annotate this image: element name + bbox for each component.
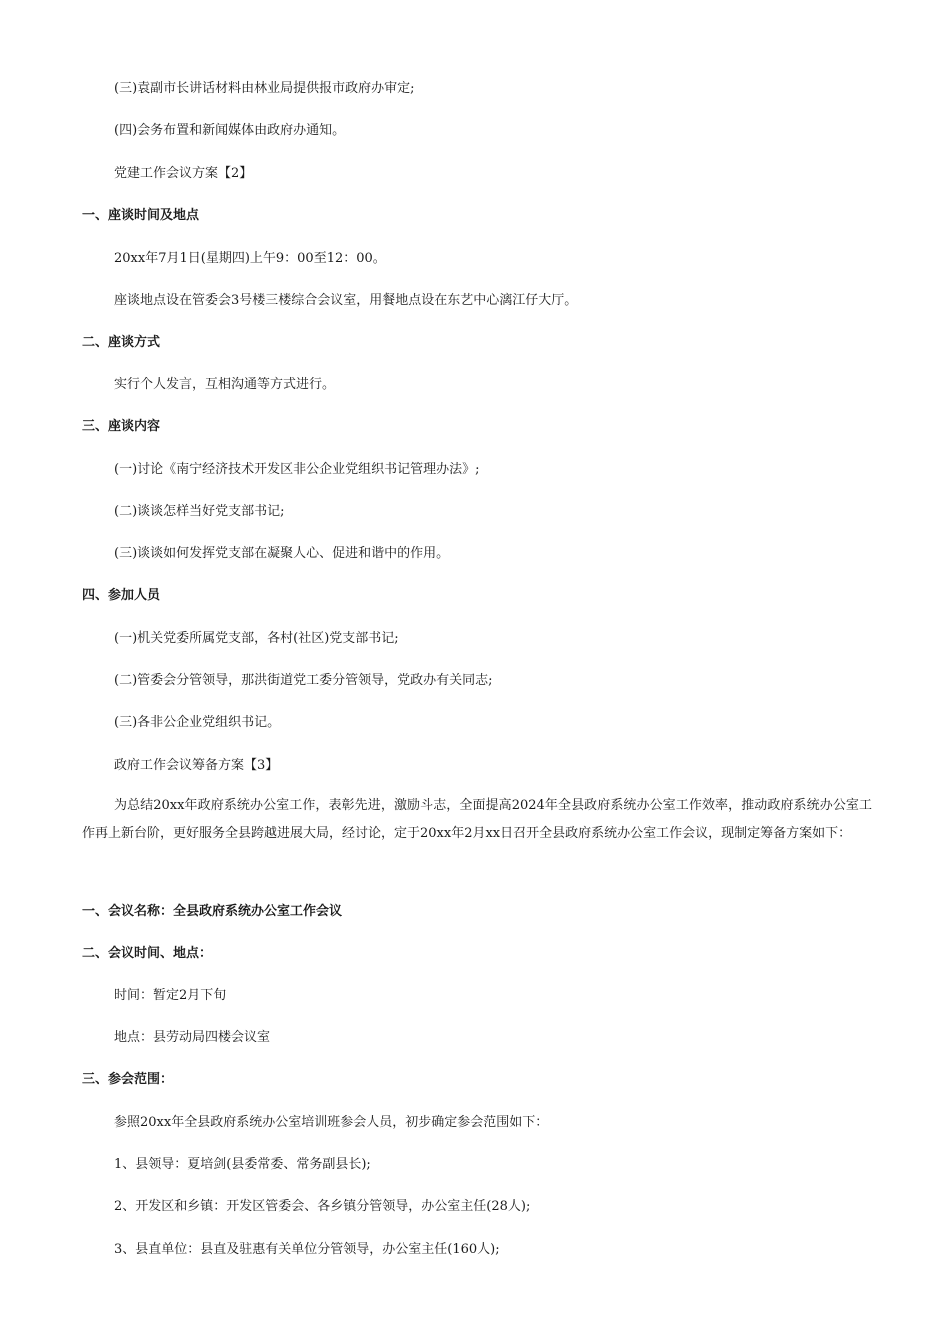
text-line: 3、县直单位：县直及驻惠有关单位分管领导，办公室主任(160人); <box>114 1242 500 1257</box>
text-line: (二)管委会分管领导，那洪街道党工委分管领导，党政办有关同志; <box>114 673 493 688</box>
text-line: (三)谈谈如何发挥党支部在凝聚人心、促进和谐中的作用。 <box>114 546 450 561</box>
text-line: (二)谈谈怎样当好党支部书记; <box>114 504 285 519</box>
text-line: (三)袁副市长讲话材料由林业局提供报市政府办审定; <box>114 81 415 96</box>
text-line: 时间：暂定2月下旬 <box>114 988 227 1003</box>
text-line: (三)各非公企业党组织书记。 <box>114 715 281 730</box>
section-heading: 三、参会范围： <box>82 1072 174 1087</box>
text-line: 政府工作会议筹备方案【3】 <box>114 758 279 773</box>
text-line: (四)会务布置和新闻媒体由政府办通知。 <box>114 123 346 138</box>
section-heading: 二、会议时间、地点： <box>82 946 213 961</box>
text-line: 2、开发区和乡镇：开发区管委会、各乡镇分管领导，办公室主任(28人); <box>114 1199 531 1214</box>
text-line: 1、县领导：夏培剑(县委常委、常务副县长); <box>114 1157 371 1172</box>
text-line: 地点：县劳动局四楼会议室 <box>114 1030 271 1045</box>
text-line: 党建工作会议方案【2】 <box>114 166 253 181</box>
text-line: 20xx年7月1日(星期四)上午9：00至12：00。 <box>114 251 386 266</box>
text-line: 座谈地点设在管委会3号楼三楼综合会议室，用餐地点设在东艺中心漓江仔大厅。 <box>114 293 578 308</box>
section-heading: 三、座谈内容 <box>82 419 161 434</box>
section-heading: 四、参加人员 <box>82 588 161 603</box>
section-heading: 一、会议名称：全县政府系统办公室工作会议 <box>82 904 343 919</box>
text-line: (一)机关党委所属党支部，各村(社区)党支部书记; <box>114 631 399 646</box>
text-line: 参照20xx年全县政府系统办公室培训班参会人员，初步确定参会范围如下： <box>114 1115 549 1130</box>
body-paragraph: 为总结20xx年政府系统办公室工作，表彰先进，激励斗志，全面提高2024年全县政府系统办公室工作效率，推动政府系统办公室工作再上新台阶，更好服务全县跨越进展大局，经讨论，定于20xx年2月xx日召开全县政府系统办公室工作会议，现制定筹备方案如下： <box>82 798 872 841</box>
text-line: 实行个人发言，互相沟通等方式进行。 <box>114 377 336 392</box>
section-heading: 一、座谈时间及地点 <box>82 208 200 223</box>
section-heading: 二、座谈方式 <box>82 335 161 350</box>
text-line: (一)讨论《南宁经济技术开发区非公企业党组织书记管理办法》; <box>114 462 480 477</box>
